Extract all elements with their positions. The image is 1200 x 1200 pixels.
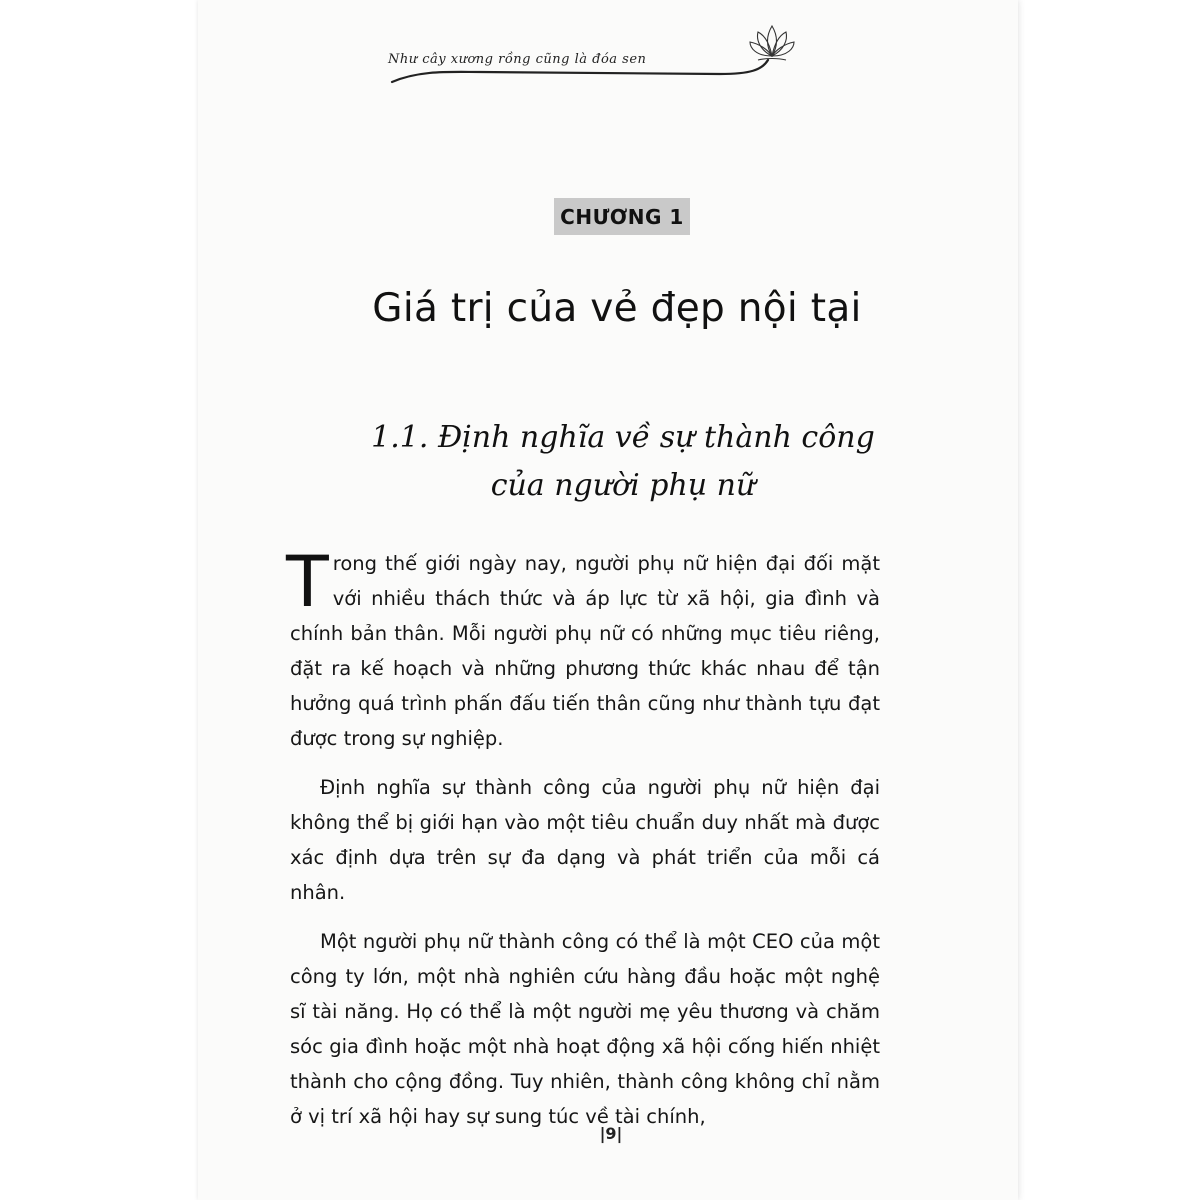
- page-number: |9|: [599, 1124, 623, 1143]
- lotus-icon: [750, 26, 794, 60]
- body-text: [286, 541, 880, 1148]
- section-title: [228, 414, 1018, 510]
- paragraph-1-text: rong thế giới ngày nay, người phụ nữ hiện đại đối mặt với nhiều thách thức và áp lực từ xã hội, gia đình và chính bản thân. Mỗi người phụ nữ có những mục tiêu riêng, đặt ra kế hoạch và những phương thức khác nhau để tận hưởng quá trình phấn đấu tiến thân cũng như thành tựu đạt được trong sự nghiệp.: [290, 552, 880, 750]
- book-page: [198, 0, 1018, 1200]
- paragraph-2: Định nghĩa sự thành công của người phụ nữ hiện đại không thể bị giới hạn vào một tiêu chuẩn duy nhất mà được xác định dựa trên sự đa dạng và phát triển của mỗi cá nhân.: [290, 776, 880, 904]
- paragraph-3: Một người phụ nữ thành công có thể là một CEO của một công ty lớn, một nhà nghiên cứu hàng đầu hoặc một nghệ sĩ tài năng. Họ có thể là một người mẹ yêu thương và chăm sóc gia đình hoặc một nhà hoạt động xã hội cống hiến nhiệt thành cho cộng đồng. Tuy nhiên, thành công không chỉ nằm ở vị trí xã hội hay sự sung túc về tài chính,: [290, 930, 880, 1128]
- chapter-title: Giá trị của vẻ đẹp nội tại: [372, 286, 862, 331]
- header-flourish: [390, 10, 810, 90]
- drop-cap: T: [286, 541, 329, 623]
- paragraph-1: [286, 541, 880, 756]
- section-title-line-2: của người phụ nữ: [490, 468, 756, 503]
- section-title-line-1: 1.1. Định nghĩa về sự thành công: [371, 420, 875, 455]
- chapter-label: CHƯƠNG 1: [554, 198, 690, 235]
- running-header: Như cây xương rồng cũng là đóa sen: [388, 52, 647, 67]
- chapter-label-container: [198, 198, 1018, 235]
